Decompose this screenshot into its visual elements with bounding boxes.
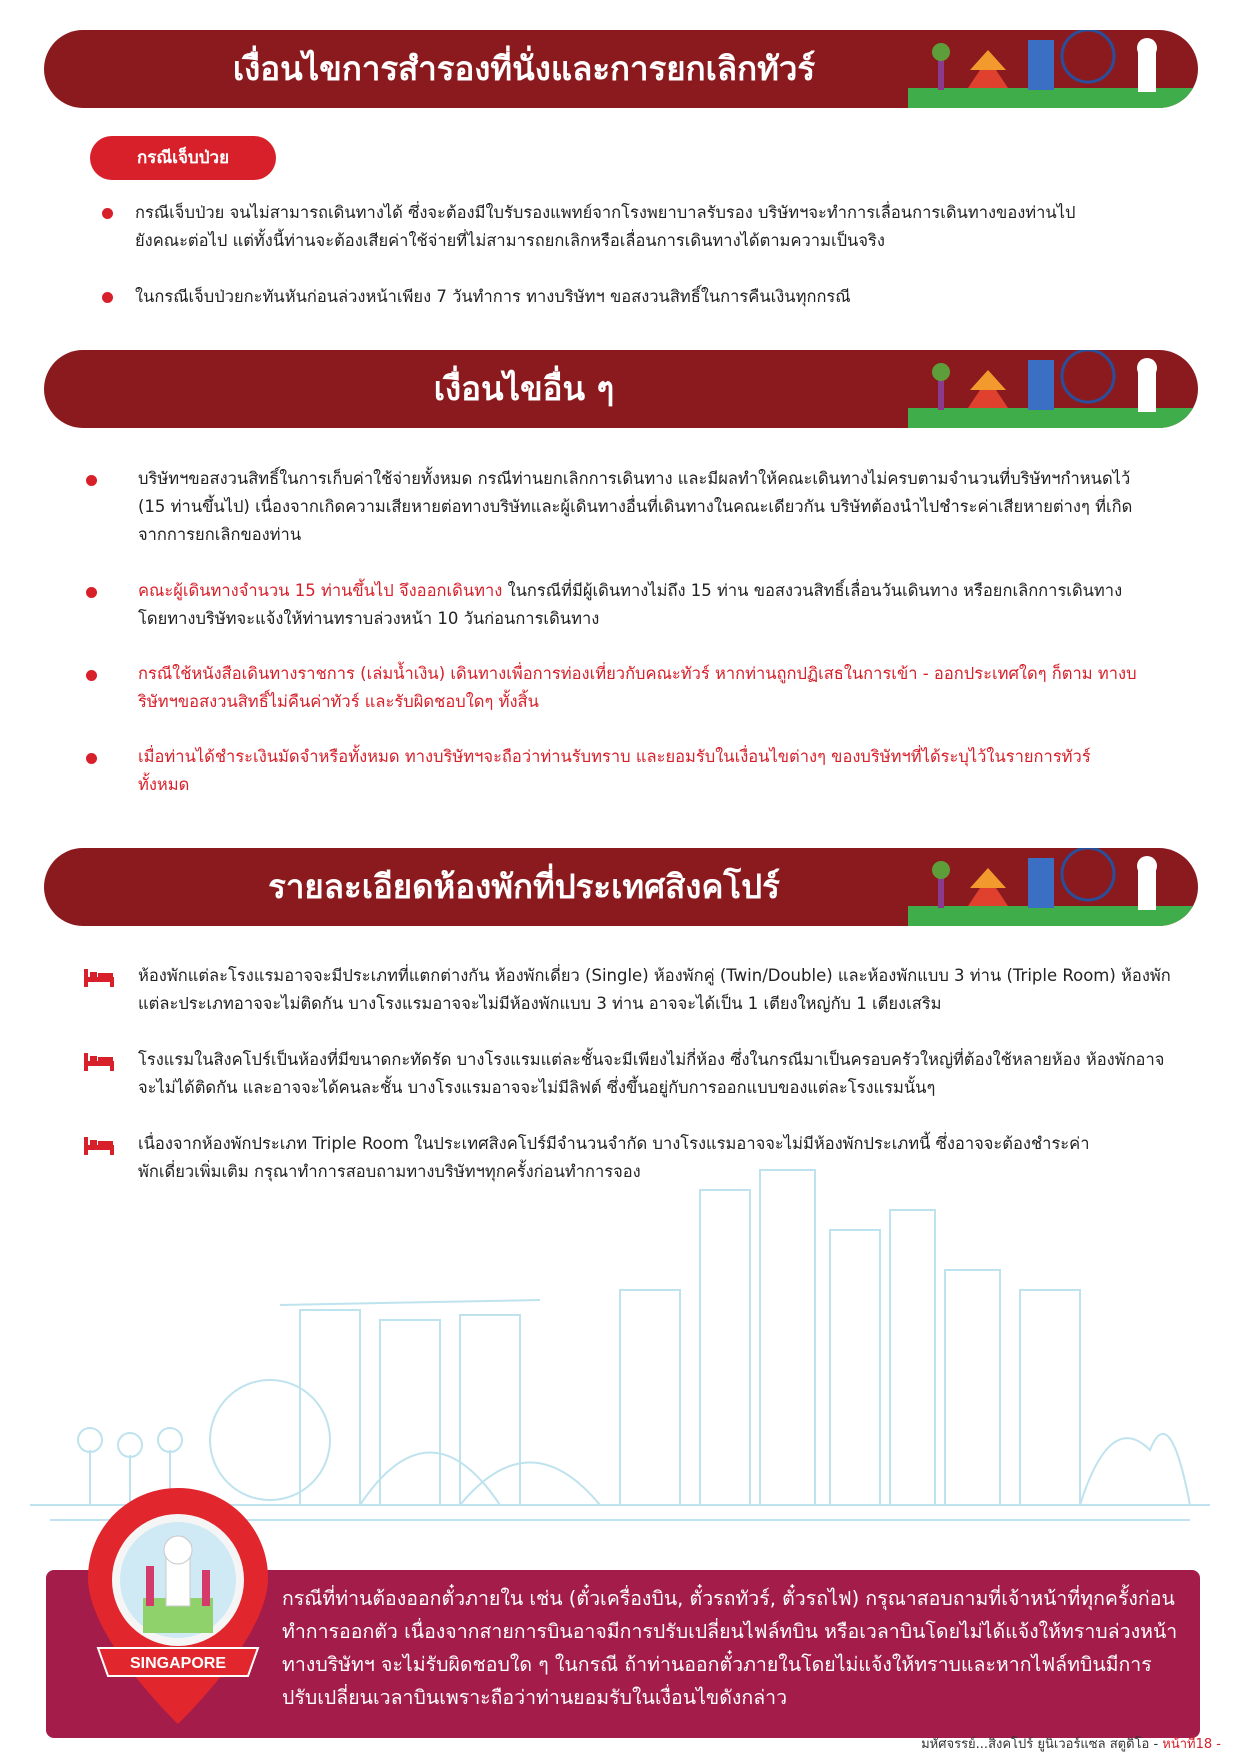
room-item-1: ห้องพักแต่ละโรงแรมอาจจะมีประเภทที่แตกต่างกัน ห้องพักเดี่ยว (Single) ห้องพักคู่ (Twin/Double) และห้องพักแบบ 3 ท่าน (Triple Room) ห้องพักแต่ละประเภทอาจจะไม่ติดกัน บางโรงแรมอาจจะไม่มีห้องพักแบบ 3 ท่าน อาจจะได้เป็น 1 เตียงใหญ่กับ 1 เตียงเสริม bbox=[138, 966, 1171, 1013]
bullet-icon bbox=[86, 475, 97, 486]
sickness-item-1: กรณีเจ็บป่วย จนไม่สามารถเดินทางได้ ซึ่งจะต้องมีใบรับรองแพทย์จากโรงพยาบาลรับรอง บริษัทฯจะทำการเลื่อนการเดินทางของท่านไปยังคณะต่อไป แต่ทั้งนี้ท่านจะต้องเสียค่าใช้จ่ายที่ไม่สามารถยกเลิกหรือเลื่อนการเดินทางได้ตามความเป็นจริง bbox=[135, 203, 1076, 250]
sickness-chip: กรณีเจ็บป่วย bbox=[90, 136, 276, 180]
singapore-landmarks-icon bbox=[908, 848, 1198, 926]
section-banner-reservation bbox=[44, 30, 1198, 108]
other-item-1: บริษัทฯขอสงวนสิทธิ์ในการเก็บค่าใช้จ่ายทั้งหมด กรณีท่านยกเลิกการเดินทาง และมีผลทำให้คณะเดินทางไม่ครบตามจำนวนที่บริษัทฯกำหนดไว้ (15 ท่านขึ้นไป) เนื่องจากเกิดความเสียหายต่อทางบริษัทและผู้เดินทางอื่นที่เดินทางในคณะเดียวกัน บริษัทต้องนำไปชำระค่าเสียหายต่างๆ ที่เกิดจากการยกเลิกของท่าน bbox=[138, 469, 1133, 544]
group-size-highlight: คณะผู้เดินทางจำนวน 15 ท่านขึ้นไป จึงออกเดินทาง bbox=[138, 581, 503, 600]
bullet-icon bbox=[86, 587, 97, 598]
room-item-2: โรงแรมในสิงคโปร์เป็นห้องที่มีขนาดกะทัดรัด บางโรงแรมแต่ละชั้นจะมีเพียงไม่กี่ห้อง ซึ่งในกรณีมาเป็นครอบครัวใหญ่ที่ต้องใช้หลายห้อง ห้องพักอาจจะไม่ได้ติดกัน และอาจจะได้คนละชั้น บางโรงแรมอาจจะไม่มีลิฟต์ ซึ่งขึ้นอยู่กับการออกแบบของแต่ละโรงแรมนั้นๆ bbox=[138, 1050, 1165, 1097]
section-title: เงื่อนไขการสำรองที่นั่งและการยกเลิกทัวร์ bbox=[232, 49, 816, 88]
bed-icon bbox=[84, 967, 114, 987]
singapore-badge: SINGAPORE bbox=[129, 1655, 227, 1672]
bullet-icon bbox=[102, 208, 113, 219]
program-name: มหัศจรรย์...สิงคโปร์ ยูนิเวอร์แซล สตูดิโอ - bbox=[921, 1737, 1163, 1752]
ticket-notice-text: กรณีที่ท่านต้องออกตั๋วภายใน เช่น (ตั๋วเครื่องบิน, ตั๋วรถทัวร์, ตั๋วรถไฟ) กรุณาสอบถามที่เจ้าหน้าที่ทุกครั้งก่อนทำการออกตัว เนื่องจากสายการบินอาจมีการปรับเปลี่ยนไฟล์ทบิน หรือเวลาบินโดยไม่ได้แจ้งให้ทราบล่วงหน้า ทางบริษัทฯ จะไม่รับผิดชอบใด ๆ ในกรณี ถ้าท่านออกตั๋วภายในโดยไม่แจ้งให้ทราบและหากไฟล์ทบินมีการปรับเปลี่ยนเวลาบินเพราะถือว่าท่านยอมรับในเงื่อนไขดังกล่าว bbox=[282, 1587, 1178, 1709]
section-banner-room-details bbox=[44, 848, 1198, 926]
sickness-item-2: ในกรณีเจ็บป่วยกะทันหันก่อนล่วงหน้าเพียง 7 วันทำการ ทางบริษัทฯ ขอสงวนสิทธิ์ในการคืนเงินทุกกรณี bbox=[135, 287, 851, 306]
singapore-pin-icon bbox=[88, 1488, 268, 1724]
page-number: หน้าที่18 - bbox=[1162, 1737, 1221, 1752]
group-size-rest: ในกรณีที่มีผู้เดินทางไม่ถึง 15 ท่าน ขอสงวนสิทธิ์เลื่อนวันเดินทาง หรือยกเลิกการเดินทาง โดยทางบริษัทจะแจ้งให้ท่านทราบล่วงหน้า 10 วันก่อนการเดินทาง bbox=[138, 581, 1123, 628]
other-item-3: กรณีใช้หนังสือเดินทางราชการ (เล่มน้ำเงิน) เดินทางเพื่อการท่องเที่ยวกับคณะทัวร์ หากท่านถูกปฏิเสธในการเข้า - ออกประเทศใดๆ ก็ตาม ทางบริษัทฯขอสงวนสิทธิ์ไม่คืนค่าทัวร์ และรับผิดชอบใดๆ ทั้งสิ้น bbox=[138, 664, 1137, 711]
bed-icon bbox=[84, 1051, 114, 1071]
singapore-landmarks-icon bbox=[908, 30, 1198, 108]
section-title: เงื่อนไขอื่น ๆ bbox=[433, 369, 615, 408]
bullet-icon bbox=[86, 670, 97, 681]
section-banner-other-conditions bbox=[44, 350, 1198, 428]
other-item-2 bbox=[138, 577, 1138, 633]
room-item-3: เนื่องจากห้องพักประเภท Triple Room ในประเทศสิงคโปร์มีจำนวนจำกัด บางโรงแรมอาจจะไม่มีห้องพักประเภทนี้ ซึ่งอาจจะต้องชำระค่าพักเดี่ยวเพิ่มเติม กรุณาทำการสอบถามทางบริษัทฯทุกครั้งก่อนทำการจอง bbox=[138, 1134, 1090, 1181]
page-footer bbox=[921, 1733, 1221, 1754]
section-title: รายละเอียดห้องพักที่ประเทศสิงคโปร์ bbox=[268, 867, 780, 906]
bullet-icon bbox=[86, 753, 97, 764]
singapore-landmarks-icon bbox=[908, 350, 1198, 428]
other-item-4: เมื่อท่านได้ชำระเงินมัดจำหรือทั้งหมด ทางบริษัทฯจะถือว่าท่านรับทราบ และยอมรับในเงื่อนไขต่างๆ ของบริษัทฯที่ได้ระบุไว้ในรายการทัวร์ทั้งหมด bbox=[138, 747, 1091, 794]
bullet-icon bbox=[102, 292, 113, 303]
